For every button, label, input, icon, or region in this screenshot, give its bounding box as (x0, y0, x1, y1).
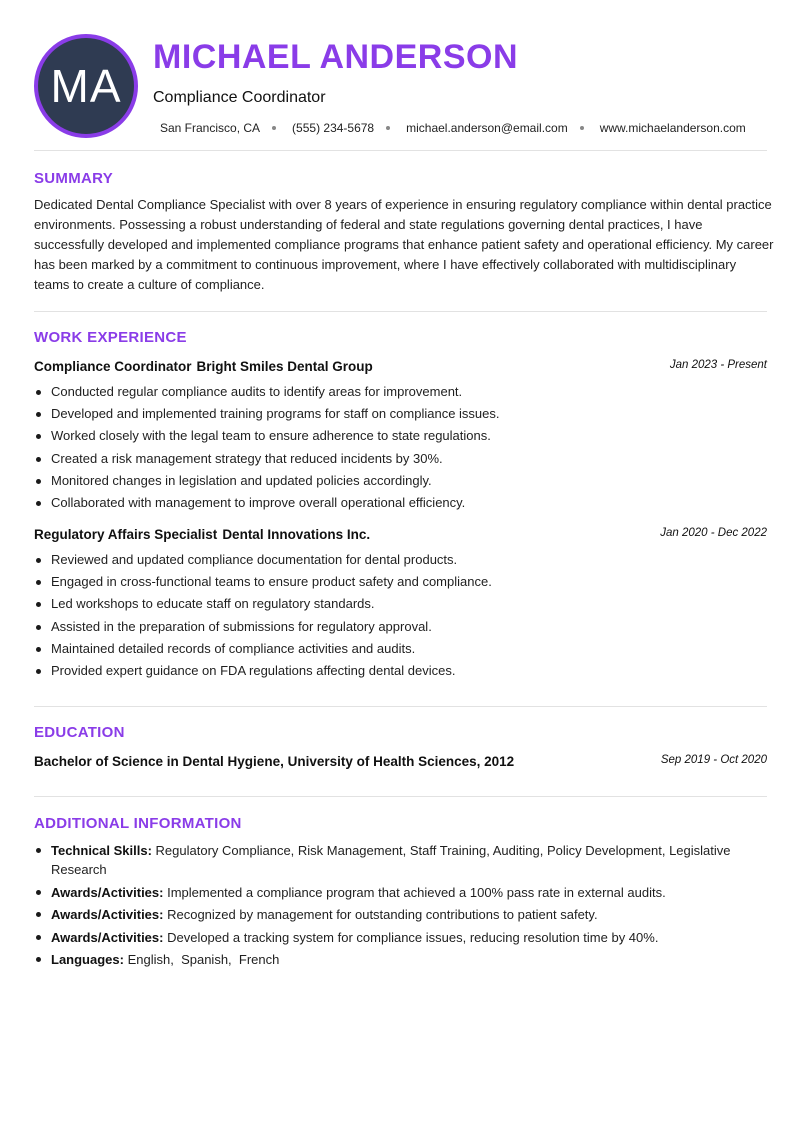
contact-phone[interactable]: (555) 234-5678 (292, 121, 375, 135)
list-item (34, 928, 767, 947)
info-text: Implemented a compliance program that achieved a 100% pass rate in external audits. (167, 884, 666, 900)
candidate-name: MICHAEL ANDERSON (153, 38, 519, 76)
separator-dot-icon (272, 126, 276, 130)
divider (34, 706, 767, 707)
separator-dot-icon (386, 126, 390, 130)
list-item: Assisted in the preparation of submissions for regulatory approval. (34, 616, 767, 638)
education-heading: EDUCATION (34, 724, 125, 741)
list-item: Collaborated with management to improve overall operational efficiency. (34, 492, 767, 514)
list-item: Provided expert guidance on FDA regulations affecting dental devices. (34, 660, 767, 682)
candidate-title: Compliance Coordinator (153, 89, 326, 106)
list-item: Conducted regular compliance audits to identify areas for improvement. (34, 381, 767, 403)
education-entry (34, 753, 767, 771)
divider (34, 311, 767, 312)
job-company: Dental Innovations Inc. (222, 527, 371, 542)
summary-text: Dedicated Dental Compliance Specialist with over 8 years of experience in ensuring regulatory compliance within dental practice environments. Possessing a robust understanding of federal and state regulations governing dental practices, I have successfully developed and implemented compliance programs that enhance patient safety and operational efficiency. My career has been marked by a commitment to continuous improvement, where I have effectively collaborated with multidisciplinary teams to create a culture of compliance. (34, 197, 774, 292)
job-role: Compliance Coordinator (34, 359, 192, 374)
divider (34, 796, 767, 797)
list-item: Worked closely with the legal team to ensure adherence to state regulations. (34, 425, 767, 447)
divider (34, 150, 767, 151)
education-dates: Sep 2019 - Oct 2020 (660, 754, 767, 766)
job-company: Bright Smiles Dental Group (196, 359, 373, 374)
additional-heading: ADDITIONAL INFORMATION (34, 815, 242, 832)
info-text: Developed a tracking system for compliance issues, reducing resolution time by 40%. (167, 929, 659, 945)
info-text: Regulatory Compliance, Risk Management, Staff Training, Auditing, Policy Development, Legislative Research (51, 843, 731, 877)
list-item (34, 883, 767, 902)
job-header (34, 358, 767, 376)
experience-heading: WORK EXPERIENCE (34, 329, 187, 346)
list-item: Maintained detailed records of compliance activities and audits. (34, 638, 767, 660)
info-label: Awards/Activities: (51, 929, 164, 945)
contact-website[interactable]: www.michaelanderson.com (599, 121, 746, 135)
job-header (34, 526, 767, 544)
contact-line (160, 121, 746, 135)
contact-location: San Francisco, CA (160, 121, 261, 135)
list-item: Developed and implemented training programs for staff on compliance issues. (34, 403, 767, 425)
list-item: Engaged in cross-functional teams to ensure product safety and compliance. (34, 571, 767, 593)
education-degree: Bachelor of Science in Dental Hygiene, University of Health Sciences, 2012 (34, 754, 515, 769)
resume-header (34, 34, 767, 138)
list-item: Reviewed and updated compliance documentation for dental products. (34, 549, 767, 571)
list-item: Led workshops to educate staff on regulatory standards. (34, 593, 767, 615)
separator-dot-icon (580, 126, 584, 130)
additional-list (34, 841, 767, 973)
job-bullets (34, 549, 767, 682)
summary-heading: SUMMARY (34, 170, 114, 187)
info-label: Awards/Activities: (51, 907, 164, 922)
avatar: MA (34, 34, 138, 138)
job-role: Regulatory Affairs Specialist (34, 527, 218, 542)
list-item (34, 905, 767, 924)
list-item (34, 841, 767, 879)
info-text: Recognized by management for outstanding contributions to patient safety. (167, 907, 598, 922)
info-label: Languages: (51, 952, 124, 967)
list-item: Created a risk management strategy that reduced incidents by 30%. (34, 448, 767, 470)
info-label: Technical Skills: (51, 843, 152, 858)
contact-email[interactable]: michael.anderson@email.com (406, 121, 568, 135)
job-dates: Jan 2023 - Present (669, 359, 767, 371)
info-text: English, Spanish, French (127, 952, 280, 967)
list-item: Monitored changes in legislation and updated policies accordingly. (34, 470, 767, 492)
job-dates: Jan 2020 - Dec 2022 (660, 527, 767, 539)
job-bullets (34, 381, 767, 514)
info-label: Awards/Activities: (51, 884, 164, 900)
list-item (34, 950, 767, 969)
